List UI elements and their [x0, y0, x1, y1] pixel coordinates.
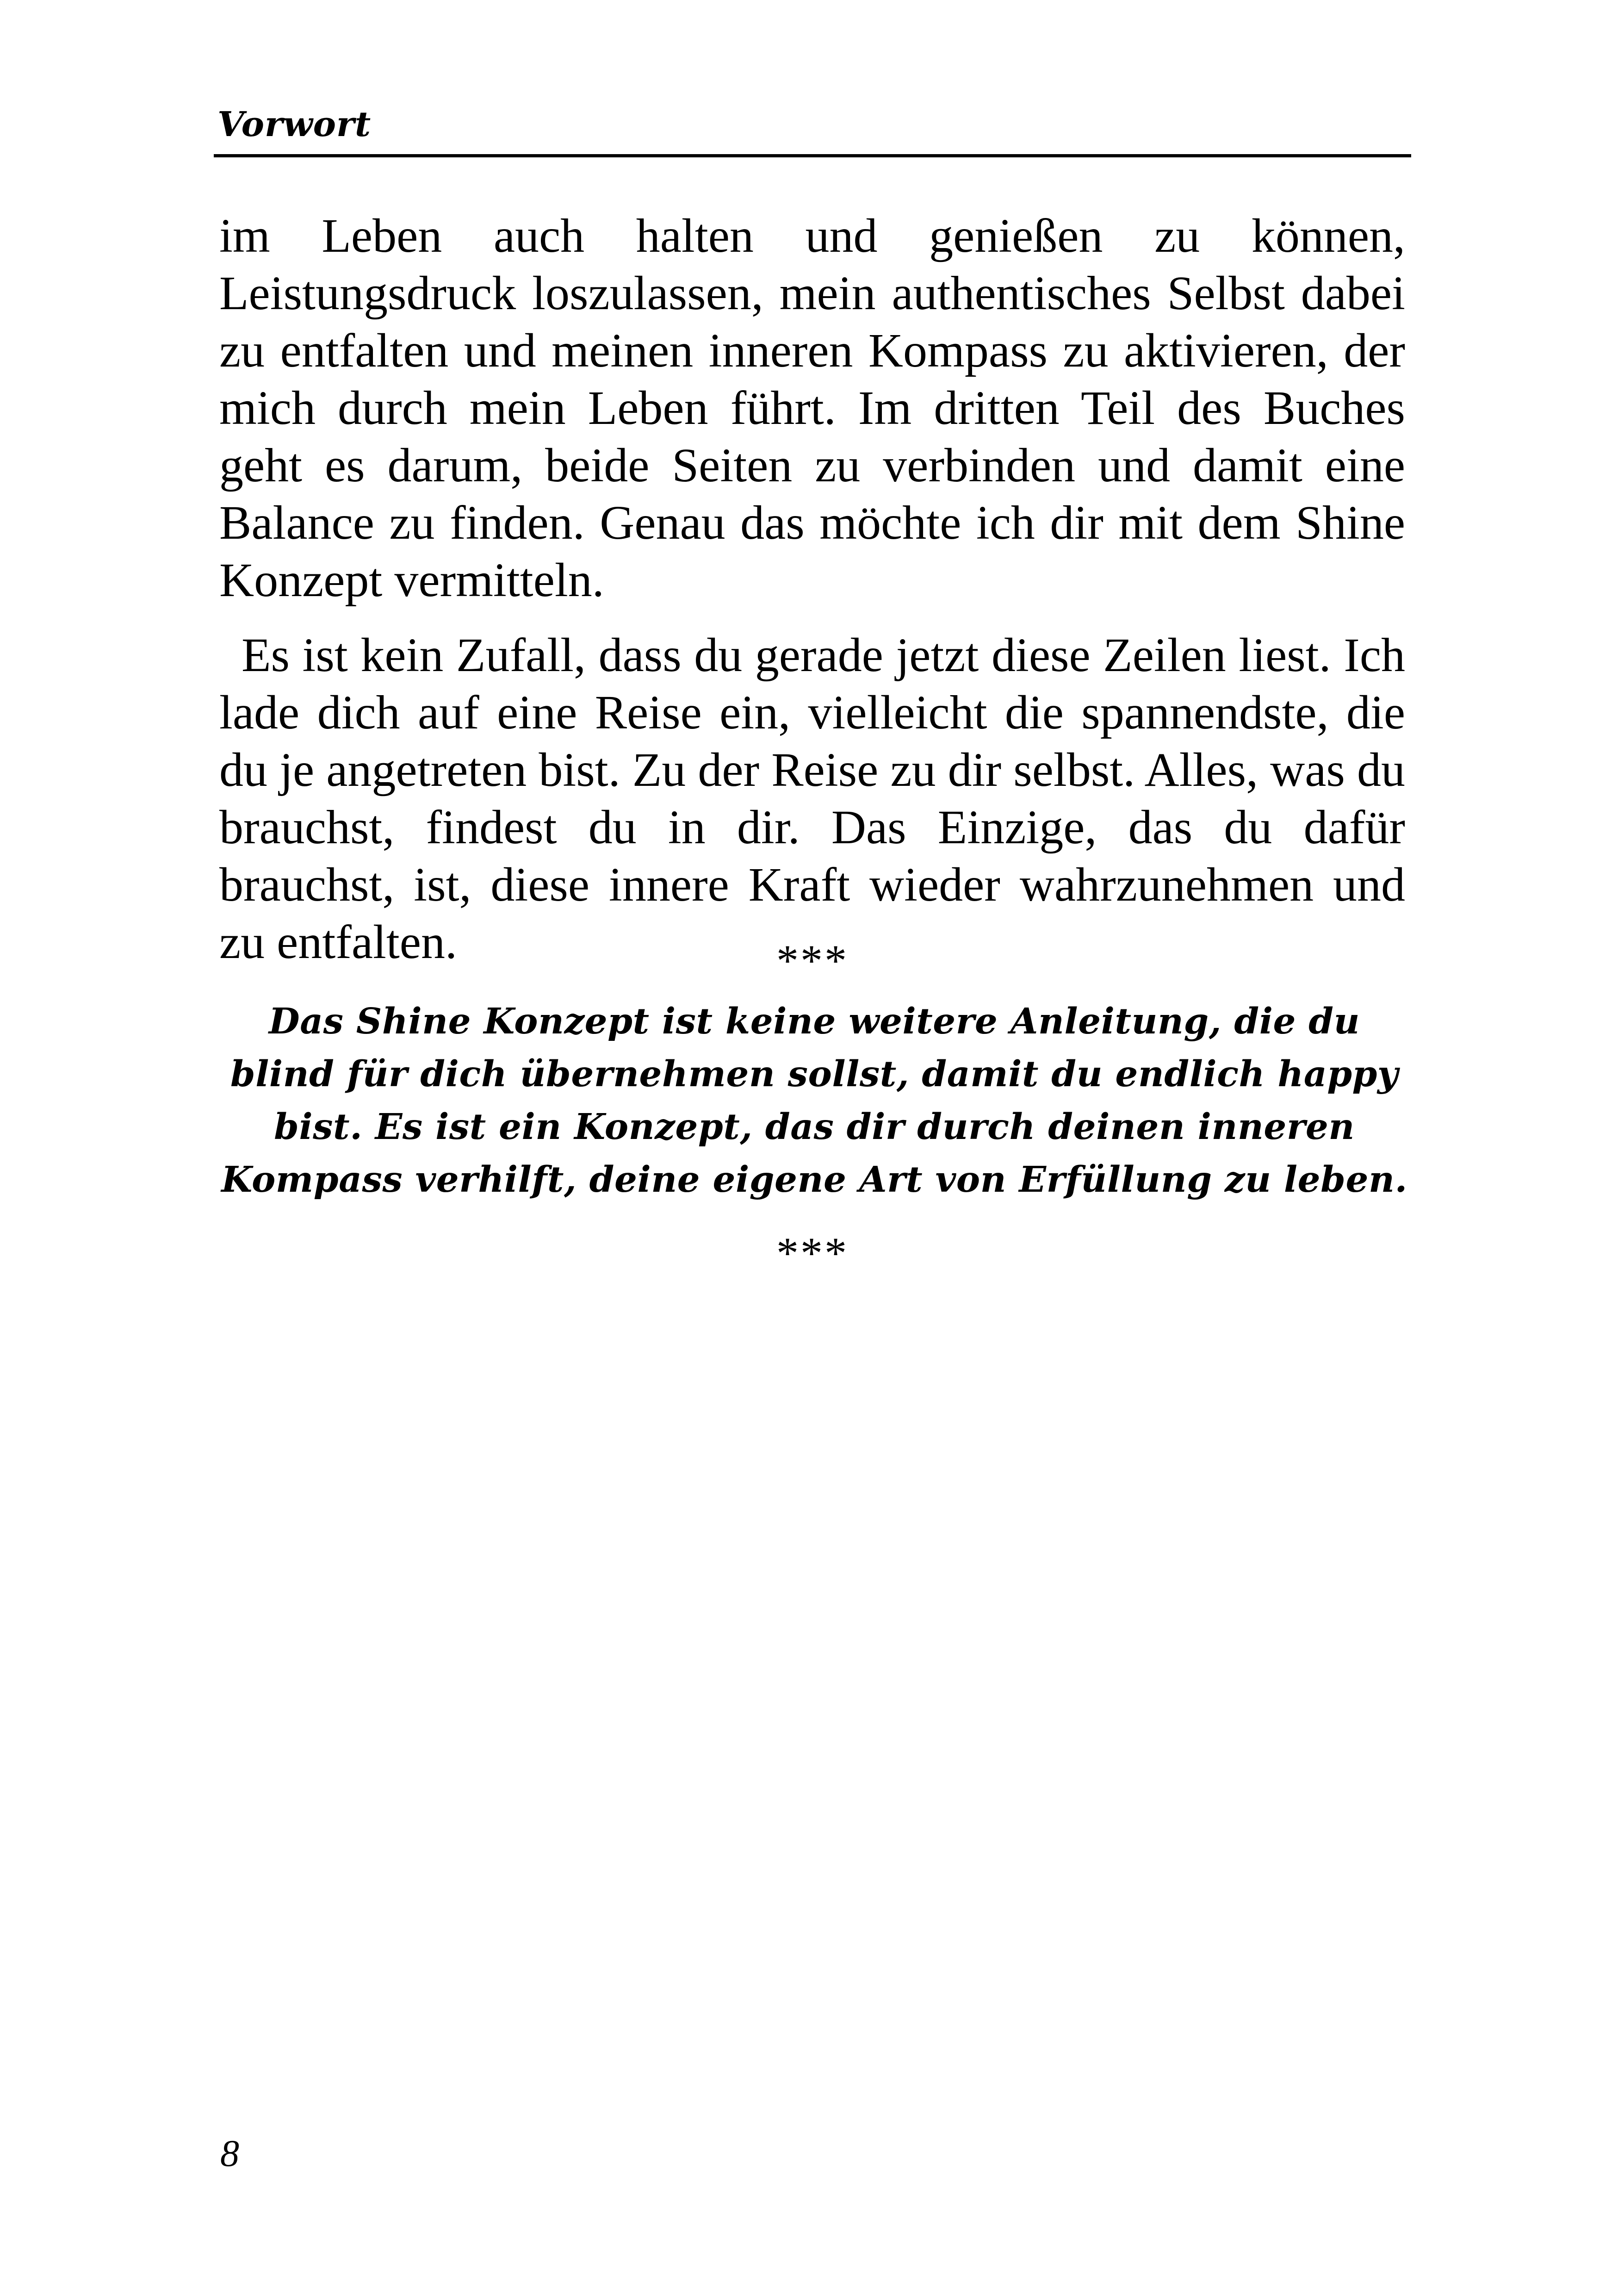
header-rule — [214, 154, 1411, 157]
paragraph-1: im Leben auch halten und genießen zu können, Leistungsdruck loszulassen, mein authentisches Selbst dabei zu entfalten und meinen inneren Kompass zu aktivieren, der mich durch mein Leben führt. Im dritten Teil des Buches geht es darum, beide Seiten zu verbinden und damit eine Balance zu finden. Genau das möchte ich dir mit dem Shine Konzept vermitteln. — [219, 209, 1405, 607]
paragraph-2: Es ist kein Zufall, dass du gerade jetzt diese Zeilen liest. Ich lade dich auf eine Reise ein, vielleicht die spannendste, die du je angetreten bist. Zu der Reise zu dir selbst. Alles, was du brauchst, findest du in dir. Das Einzige, das du dafür brauchst, ist, diese innere Kraft wieder wahrzunehmen und zu entfalten. — [219, 628, 1405, 969]
separator-top: *** — [776, 936, 849, 985]
body-text — [219, 207, 1405, 971]
highlight-quote: Das Shine Konzept ist keine weitere Anleitung, die du blind für dich übernehmen sollst, damit du endlich happy bist. Es ist ein Konzept, das dir durch deinen inneren Kompass verhilft, deine eigene Art von Erfüllung zu leben. — [221, 1001, 1407, 1201]
page-number: 8 — [220, 2132, 239, 2174]
separator-bottom: *** — [776, 1228, 849, 1278]
running-head-title: Vorwort — [217, 105, 372, 144]
